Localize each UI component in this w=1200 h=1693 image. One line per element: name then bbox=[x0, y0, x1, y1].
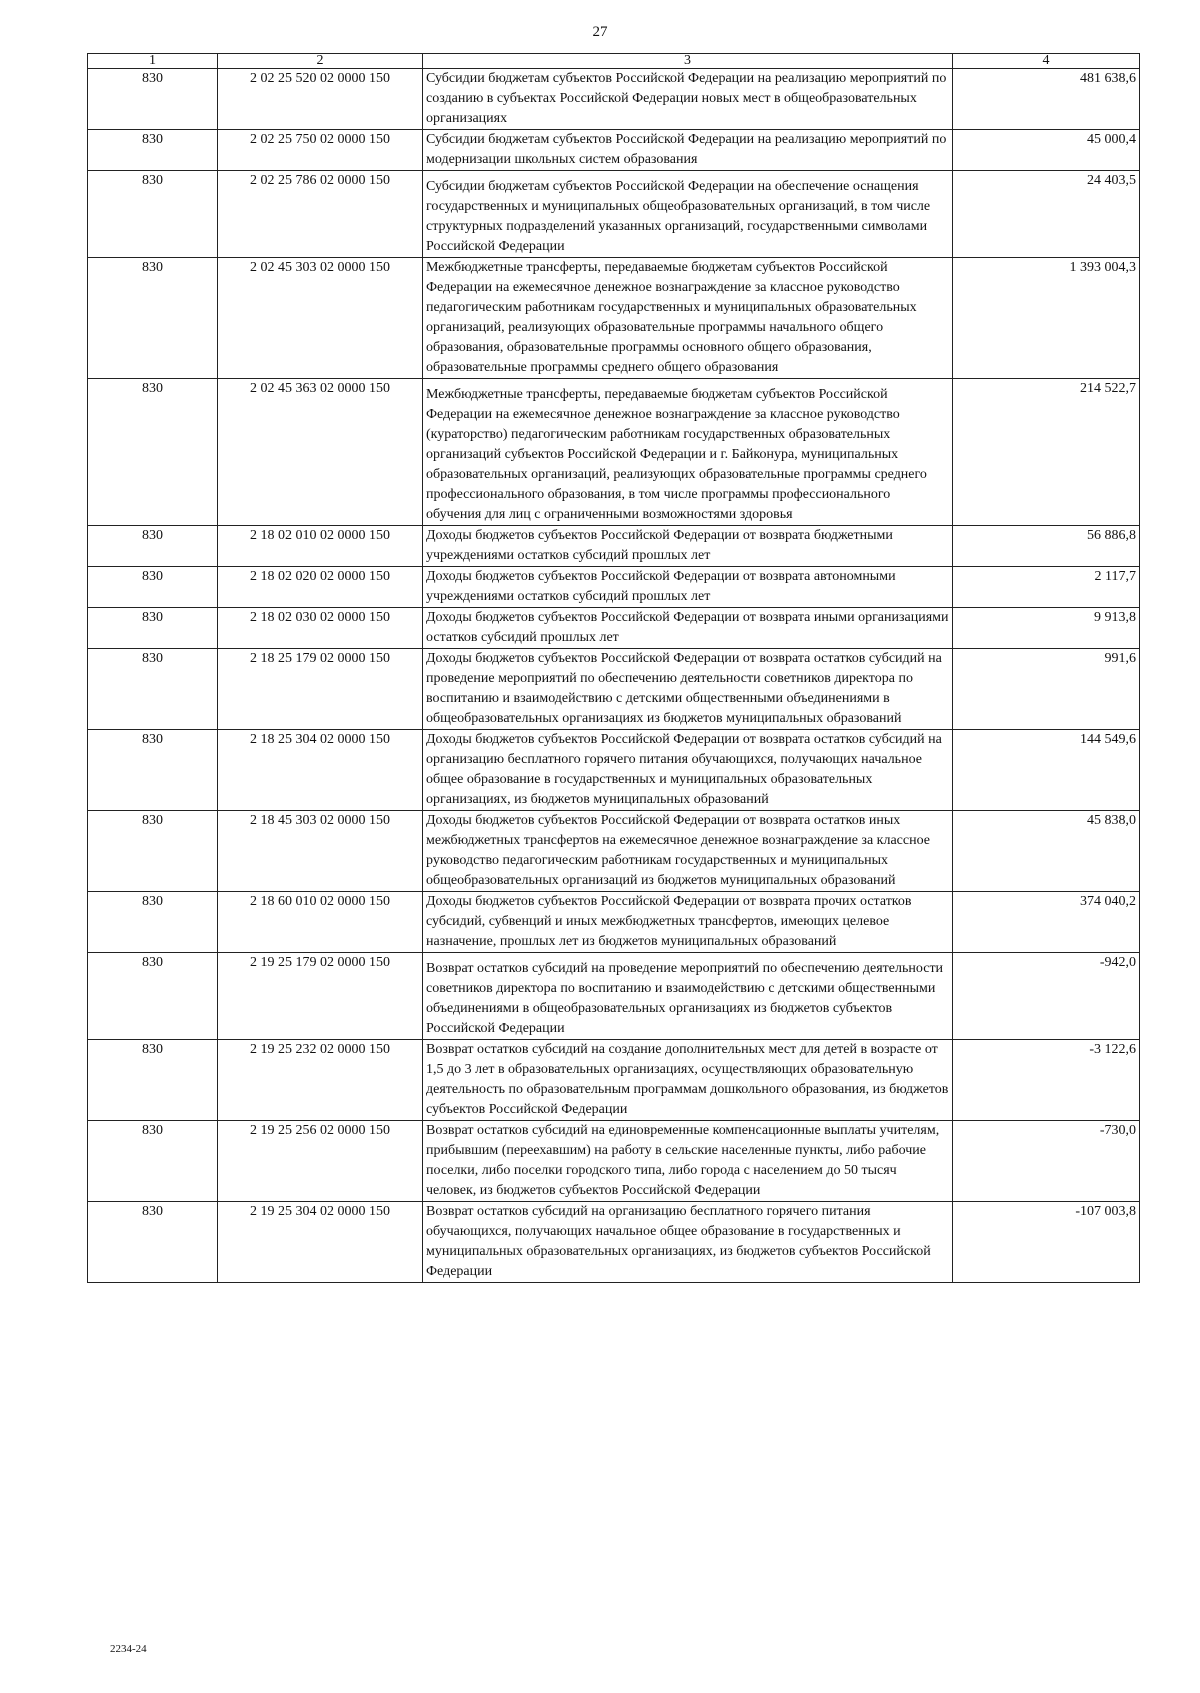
budget-code-cell: 2 19 25 304 02 0000 150 bbox=[218, 1202, 423, 1283]
amount-cell: 214 522,7 bbox=[953, 379, 1140, 526]
amount-cell: 481 638,6 bbox=[953, 69, 1140, 130]
budget-code-cell: 2 18 25 304 02 0000 150 bbox=[218, 730, 423, 811]
description-cell: Доходы бюджетов субъектов Российской Федерации от возврата остатков иных межбюджетных трансфертов на ежемесячное денежное вознаграждение за классное руководство педагогическим работникам государственных и муниципальных общеобразовательных организаций из бюджетов муниципальных образований bbox=[423, 811, 953, 892]
description-cell: Межбюджетные трансферты, передаваемые бюджетам субъектов Российской Федерации на ежемесячное денежное вознаграждение за классное руководство (кураторство) педагогическим работникам государственных образовательных организаций субъектов Российской Федерации и г. Байконура, муниципальных образовательных организаций, реализующих образовательные программы среднего профессионального образования, в том числе программы профессионального обучения для лиц с ограниченными возможностями здоровья bbox=[423, 379, 953, 526]
description-cell: Доходы бюджетов субъектов Российской Федерации от возврата остатков субсидий на организацию бесплатного горячего питания обучающихся, получающих начальное общее образование в государственных и муниципальных образовательных организациях, из бюджетов муниципальных образований bbox=[423, 730, 953, 811]
admin-code-cell: 830 bbox=[88, 171, 218, 258]
budget-code-cell: 2 02 25 750 02 0000 150 bbox=[218, 130, 423, 171]
amount-cell: -942,0 bbox=[953, 953, 1140, 1040]
admin-code-cell: 830 bbox=[88, 526, 218, 567]
budget-code-cell: 2 18 02 010 02 0000 150 bbox=[218, 526, 423, 567]
table-row bbox=[88, 953, 1140, 1040]
table-row bbox=[88, 649, 1140, 730]
amount-cell: 374 040,2 bbox=[953, 892, 1140, 953]
admin-code-cell: 830 bbox=[88, 258, 218, 379]
table-row bbox=[88, 608, 1140, 649]
admin-code-cell: 830 bbox=[88, 1121, 218, 1202]
table-row bbox=[88, 730, 1140, 811]
budget-code-cell: 2 19 25 179 02 0000 150 bbox=[218, 953, 423, 1040]
description-cell: Доходы бюджетов субъектов Российской Федерации от возврата остатков субсидий на проведение мероприятий по обеспечению деятельности советников директора по воспитанию и взаимодействию с детскими общественными объединениями в общеобразовательных организациях из бюджетов муниципальных образований bbox=[423, 649, 953, 730]
budget-code-cell: 2 18 45 303 02 0000 150 bbox=[218, 811, 423, 892]
description-cell: Возврат остатков субсидий на организацию бесплатного горячего питания обучающихся, получающих начальное общее образование в государственных и муниципальных образовательных организациях, из бюджетов субъектов Российской Федерации bbox=[423, 1202, 953, 1283]
budget-code-cell: 2 19 25 256 02 0000 150 bbox=[218, 1121, 423, 1202]
admin-code-cell: 830 bbox=[88, 649, 218, 730]
description-cell: Доходы бюджетов субъектов Российской Федерации от возврата прочих остатков субсидий, субвенций и иных межбюджетных трансфертов, имеющих целевое назначение, прошлых лет из бюджетов муниципальных образований bbox=[423, 892, 953, 953]
budget-code-cell: 2 02 45 303 02 0000 150 bbox=[218, 258, 423, 379]
amount-cell: 2 117,7 bbox=[953, 567, 1140, 608]
admin-code-cell: 830 bbox=[88, 892, 218, 953]
admin-code-cell: 830 bbox=[88, 379, 218, 526]
amount-cell: 56 886,8 bbox=[953, 526, 1140, 567]
admin-code-cell: 830 bbox=[88, 811, 218, 892]
document-footer-code: 2234-24 bbox=[110, 1643, 147, 1655]
budget-code-cell: 2 19 25 232 02 0000 150 bbox=[218, 1040, 423, 1121]
admin-code-cell: 830 bbox=[88, 567, 218, 608]
admin-code-cell: 830 bbox=[88, 608, 218, 649]
table-row bbox=[88, 526, 1140, 567]
budget-code-cell: 2 18 25 179 02 0000 150 bbox=[218, 649, 423, 730]
description-cell: Доходы бюджетов субъектов Российской Федерации от возврата бюджетными учреждениями остатков субсидий прошлых лет bbox=[423, 526, 953, 567]
budget-code-cell: 2 18 02 020 02 0000 150 bbox=[218, 567, 423, 608]
description-cell: Доходы бюджетов субъектов Российской Федерации от возврата иными организациями остатков субсидий прошлых лет bbox=[423, 608, 953, 649]
amount-cell: -107 003,8 bbox=[953, 1202, 1140, 1283]
amount-cell: -730,0 bbox=[953, 1121, 1140, 1202]
amount-cell: 24 403,5 bbox=[953, 171, 1140, 258]
admin-code-cell: 830 bbox=[88, 1202, 218, 1283]
column-header-4: 4 bbox=[953, 54, 1140, 69]
admin-code-cell: 830 bbox=[88, 1040, 218, 1121]
amount-cell: 144 549,6 bbox=[953, 730, 1140, 811]
admin-code-cell: 830 bbox=[88, 953, 218, 1040]
budget-code-cell: 2 02 45 363 02 0000 150 bbox=[218, 379, 423, 526]
admin-code-cell: 830 bbox=[88, 69, 218, 130]
budget-code-cell: 2 02 25 786 02 0000 150 bbox=[218, 171, 423, 258]
amount-cell: 991,6 bbox=[953, 649, 1140, 730]
budget-code-cell: 2 18 60 010 02 0000 150 bbox=[218, 892, 423, 953]
description-cell: Доходы бюджетов субъектов Российской Федерации от возврата автономными учреждениями остатков субсидий прошлых лет bbox=[423, 567, 953, 608]
table-row bbox=[88, 130, 1140, 171]
table-row bbox=[88, 1202, 1140, 1283]
amount-cell: 45 000,4 bbox=[953, 130, 1140, 171]
description-cell: Возврат остатков субсидий на единовременные компенсационные выплаты учителям, прибывшим (переехавшим) на работу в сельские населенные пункты, либо рабочие поселки, либо поселки городского типа, либо города с населением до 50 тысяч человек, из бюджетов субъектов Российской Федерации bbox=[423, 1121, 953, 1202]
description-cell: Субсидии бюджетам субъектов Российской Федерации на реализацию мероприятий по созданию в субъектах Российской Федерации новых мест в общеобразовательных организациях bbox=[423, 69, 953, 130]
table-row bbox=[88, 811, 1140, 892]
admin-code-cell: 830 bbox=[88, 130, 218, 171]
description-cell: Субсидии бюджетам субъектов Российской Федерации на реализацию мероприятий по модернизации школьных систем образования bbox=[423, 130, 953, 171]
amount-cell: 45 838,0 bbox=[953, 811, 1140, 892]
table-row bbox=[88, 379, 1140, 526]
table-row bbox=[88, 69, 1140, 130]
admin-code-cell: 830 bbox=[88, 730, 218, 811]
table-row bbox=[88, 258, 1140, 379]
budget-code-cell: 2 02 25 520 02 0000 150 bbox=[218, 69, 423, 130]
column-header-1: 1 bbox=[88, 54, 218, 69]
description-cell: Возврат остатков субсидий на создание дополнительных мест для детей в возрасте от 1,5 до 3 лет в образовательных организациях, осуществляющих образовательную деятельность по образовательным программам дошкольного образования, из бюджетов субъектов Российской Федерации bbox=[423, 1040, 953, 1121]
amount-cell: 1 393 004,3 bbox=[953, 258, 1140, 379]
description-cell: Субсидии бюджетам субъектов Российской Федерации на обеспечение оснащения государственных и муниципальных общеобразовательных организаций, в том числе структурных подразделений указанных организаций, государственными символами Российской Федерации bbox=[423, 171, 953, 258]
amount-cell: 9 913,8 bbox=[953, 608, 1140, 649]
budget-revenue-table bbox=[87, 53, 1140, 1283]
table-row bbox=[88, 567, 1140, 608]
column-header-3: 3 bbox=[423, 54, 953, 69]
table-row bbox=[88, 892, 1140, 953]
amount-cell: -3 122,6 bbox=[953, 1040, 1140, 1121]
table-row bbox=[88, 1121, 1140, 1202]
column-number-header-row bbox=[88, 54, 1140, 69]
description-cell: Возврат остатков субсидий на проведение мероприятий по обеспечению деятельности советников директора по воспитанию и взаимодействию с детскими общественными объединениями в общеобразовательных организациях из бюджетов субъектов Российской Федерации bbox=[423, 953, 953, 1040]
budget-code-cell: 2 18 02 030 02 0000 150 bbox=[218, 608, 423, 649]
description-cell: Межбюджетные трансферты, передаваемые бюджетам субъектов Российской Федерации на ежемесячное денежное вознаграждение за классное руководство педагогическим работникам государственных и муниципальных образовательных организаций, реализующих образовательные программы начального общего образования, образовательные программы основного общего образования, образовательные программы среднего общего образования bbox=[423, 258, 953, 379]
column-header-2: 2 bbox=[218, 54, 423, 69]
page-number: 27 bbox=[592, 24, 608, 40]
table-row bbox=[88, 1040, 1140, 1121]
table-row bbox=[88, 171, 1140, 258]
